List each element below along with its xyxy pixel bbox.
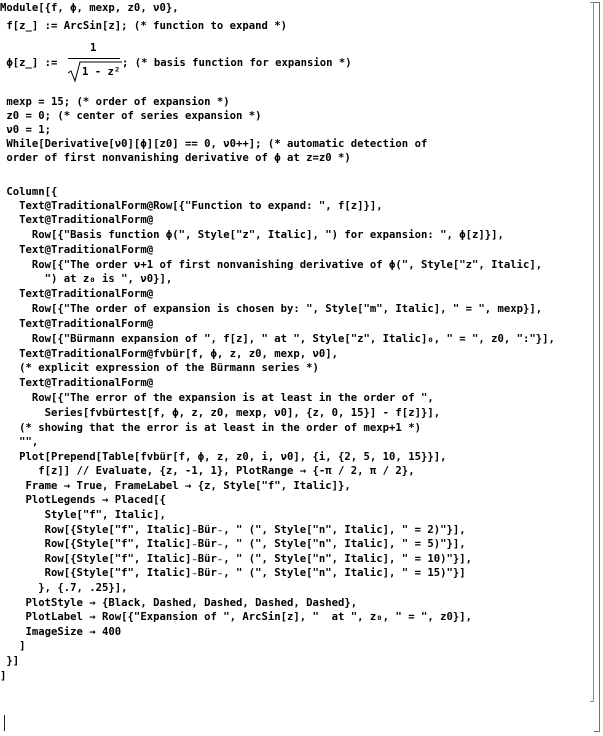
subcell-bracket[interactable] [590,2,594,702]
fraction-numerator: 1 [90,42,97,54]
code-line: Text@TraditionalForm@ [0,288,154,300]
code-line: ] [0,670,7,682]
phi-lhs: ϕ[z_] := [0,57,64,69]
code-line: Row[{"The order ν+1 of first nonvanishing derivative of ϕ(", Style["z", Italic], [0,259,543,271]
code-line: Module[{f, ϕ, mexp, z0, ν0}, [0,2,179,14]
text-cursor [4,715,5,731]
code-line: ] [0,640,26,652]
code-line: Frame → True, FrameLabel → {z, Style["f", Italic]}, [0,480,351,492]
code-line: (* showing that the error is at least in the order of mexp+1 *) [0,422,421,434]
code-line: Text@TraditionalForm@ [0,377,154,389]
code-line: Row[{Style["f", Italic]₋Bür₋, " (", Style["n", Italic], " = 2)"}], [0,524,466,536]
code-line: Column[{ [0,186,58,198]
code-line: Row[{Style["f", Italic]₋Bür₋, " (", Style["n", Italic], " = 10)"}], [0,553,472,565]
code-line: Row[{"The error of the expansion is at least in the order of ", [0,392,434,404]
code-line: }, {.7, .25}], [0,582,128,594]
code-line: Text@TraditionalForm@Row[{"Function to expand: ", f[z]}], [0,200,383,212]
code-line: Text@TraditionalForm@fvbür[f, ϕ, z, z0, mexp, ν0], [0,348,339,360]
code-line: ImageSize → 400 [0,626,122,638]
code-line: }] [0,655,20,667]
code-line: PlotLabel → Row[{"Expansion of ", ArcSin[z], " at ", z₀, " = ", z0}], [0,611,472,623]
code-line: Text@TraditionalForm@ [0,214,154,226]
code-line: Row[{"The order of expansion is chosen by: ", Style["m", Italic], " = ", mexp}], [0,303,543,315]
code-line: Row[{"Bürmann expansion of ", f[z], " at ", Style["z", Italic]₀, " = ", z0, ":"}], [0,333,555,345]
code-line: Row[{"Basis function ϕ(", Style["z", Italic], ") for expansion: ", ϕ[z]}], [0,229,504,241]
code-line: Text@TraditionalForm@ [0,318,154,330]
code-line: Row[{Style["f", Italic]₋Bür₋, " (", Style["n", Italic], " = 5)"}], [0,538,466,550]
cell-bracket[interactable] [594,2,600,732]
phi-rhs: ; (* basis function for expansion *) [122,57,352,69]
code-line: ν0 = 1; [0,124,52,136]
code-line: Text@TraditionalForm@ [0,244,154,256]
code-line: order of first nonvanishing derivative of ϕ at z=z0 *) [0,152,351,164]
code-line: "", [0,436,39,448]
code-line: Plot[Prepend[Table[fvbür[f, ϕ, z, z0, i, ν0], {i, {2, 5, 10, 15}}], [0,451,447,463]
code-line: z0 = 0; (* center of series expansion *) [0,110,262,122]
code-line: Row[{Style["f", Italic]₋Bür₋, " (", Style["n", Italic], " = 15)"}] [0,567,466,579]
code-line: (* explicit expression of the Bürmann series *) [0,362,319,374]
code-line: Series[fvbürtest[f, ϕ, z, z0, mexp, ν0], {z, 0, 15}] - f[z]}], [0,407,441,419]
code-line: ") at z₀ is ", ν0}], [0,273,173,285]
code-line: PlotStyle → {Black, Dashed, Dashed, Dashed, Dashed}, [0,597,358,609]
code-line: PlotLegends → Placed[{ [0,494,166,506]
code-line: mexp = 15; (* order of expansion *) [0,96,230,108]
fraction-bar [68,58,120,59]
code-line: While[Derivative[ν0][ϕ][z0] == 0, ν0++]; (* automatic detection of [0,138,428,150]
code-line: f[z_] := ArcSin[z]; (* function to expand *) [0,20,288,32]
code-line: f[z]] // Evaluate, {z, -1, 1}, PlotRange → {-π / 2, π / 2}, [0,465,415,477]
code-line: Style["f", Italic], [0,509,166,521]
fraction-radicand: 1 - z² [82,66,121,78]
